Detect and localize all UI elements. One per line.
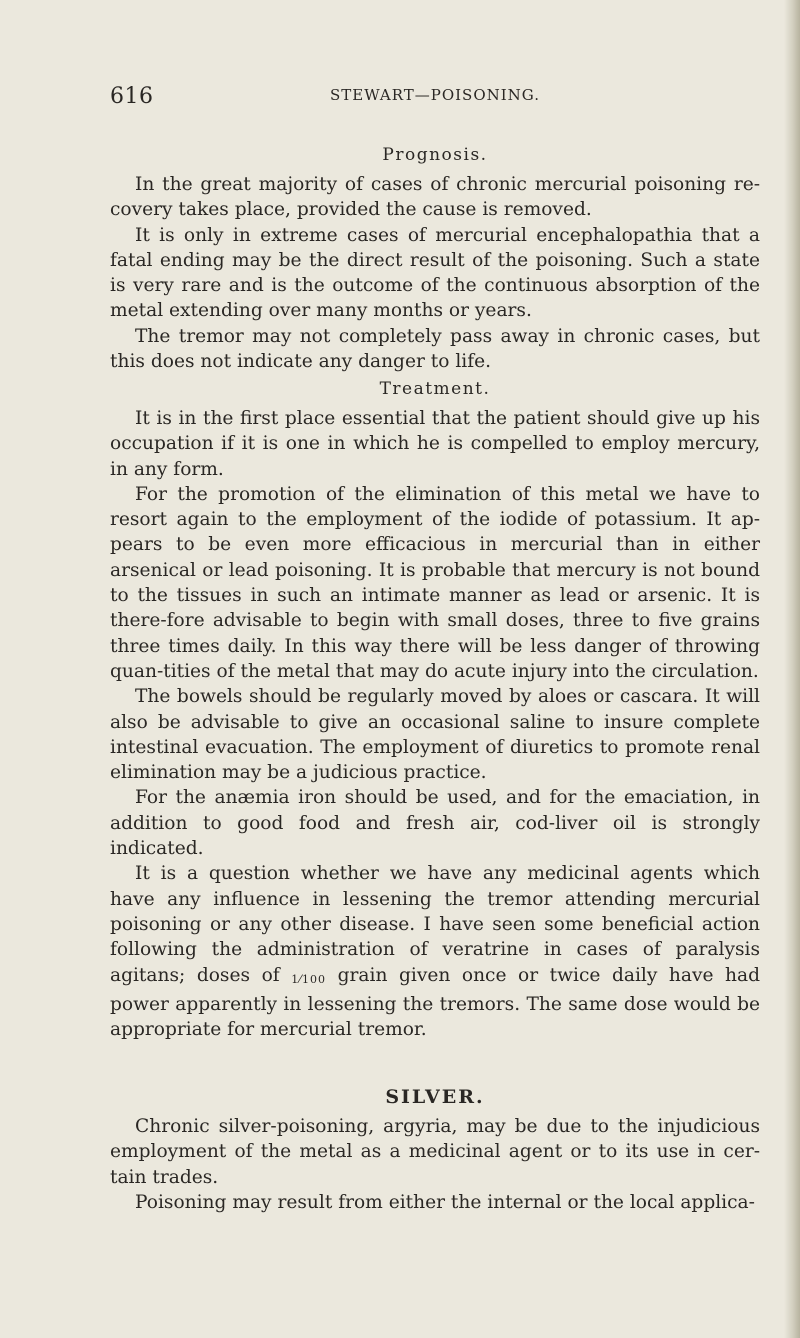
running-head: STEWART—POISONING.	[329, 86, 541, 104]
paragraph-text: grain given once or twice daily have had power apparently in lessening the tremors. The same dose would be appropriate for mercurial tremor.	[110, 964, 760, 1041]
prognosis-section	[110, 138, 760, 374]
paragraph: The tremor may not completely pass away in chronic cases, but this does not indicate any danger to life.	[110, 325, 760, 373]
section-heading-treatment: Treatment.	[379, 379, 491, 399]
page-number: 616	[110, 84, 154, 109]
page-edge-shadow	[784, 0, 800, 1338]
paragraph	[110, 861, 760, 1042]
paragraph: It is in the first place essential that the patient should give up his occupation if it is one in which he is compelled to employ mercury, in any form.	[110, 408, 760, 480]
paragraph: In the great majority of cases of chronic mercurial poisoning re-covery takes place, provided the cause is removed.	[110, 174, 760, 221]
paragraph: For the anæmia iron should be used, and for the emaciation, in addition to good food and fresh air, cod-liver oil is strongly indicated.	[110, 787, 760, 860]
dose-fraction: 1⁄100	[291, 972, 327, 986]
page-header	[110, 84, 760, 110]
paragraph: The bowels should be regularly moved by aloes or cascara. It will also be advisable to give an occasional saline to insure complete intestinal evacuation. The employment of diuretics to promote renal elimination may be a judicious practice.	[110, 686, 760, 784]
paragraph: Poisoning may result from either the internal or the local applica-	[135, 1191, 755, 1213]
paragraph: For the promotion of the elimination of this metal we have to resort again to the employment of the iodide of potassium. It ap-pears to be even more efficacious in mercurial than in either arsenical or lead poisoning. It is probable that mercury is not bound to the tissues in such an intimate manner as lead or arsenic. It is there-fore advisable to begin with small doses, three to five grains three times daily. In this way there will be less danger of throwing quan-tities of the metal that may do acute injury into the circulation.	[110, 483, 760, 682]
paragraph: It is only in extreme cases of mercurial encephalopathia that a fatal ending may be the direct result of the poisoning. Such a state is very rare and is the outcome of the continuous absorption of the metal extending over many months or years.	[110, 224, 760, 322]
silver-section	[110, 1080, 760, 1215]
treatment-section	[110, 372, 760, 1042]
section-heading-silver: SILVER.	[385, 1086, 485, 1108]
paragraph: Chronic silver-poisoning, argyria, may be due to the injudicious employment of the metal as a medicinal agent or to its use in cer-tain trades.	[110, 1116, 760, 1188]
section-heading-prognosis: Prognosis.	[382, 145, 488, 165]
paragraph-text: It is a question whether we have any medicinal agents which have any influence in lessening the tremor attending mercurial poisoning or any other disease. I have seen some beneficial action following the administration of veratrine in cases of paralysis agitans; doses of	[110, 863, 760, 986]
